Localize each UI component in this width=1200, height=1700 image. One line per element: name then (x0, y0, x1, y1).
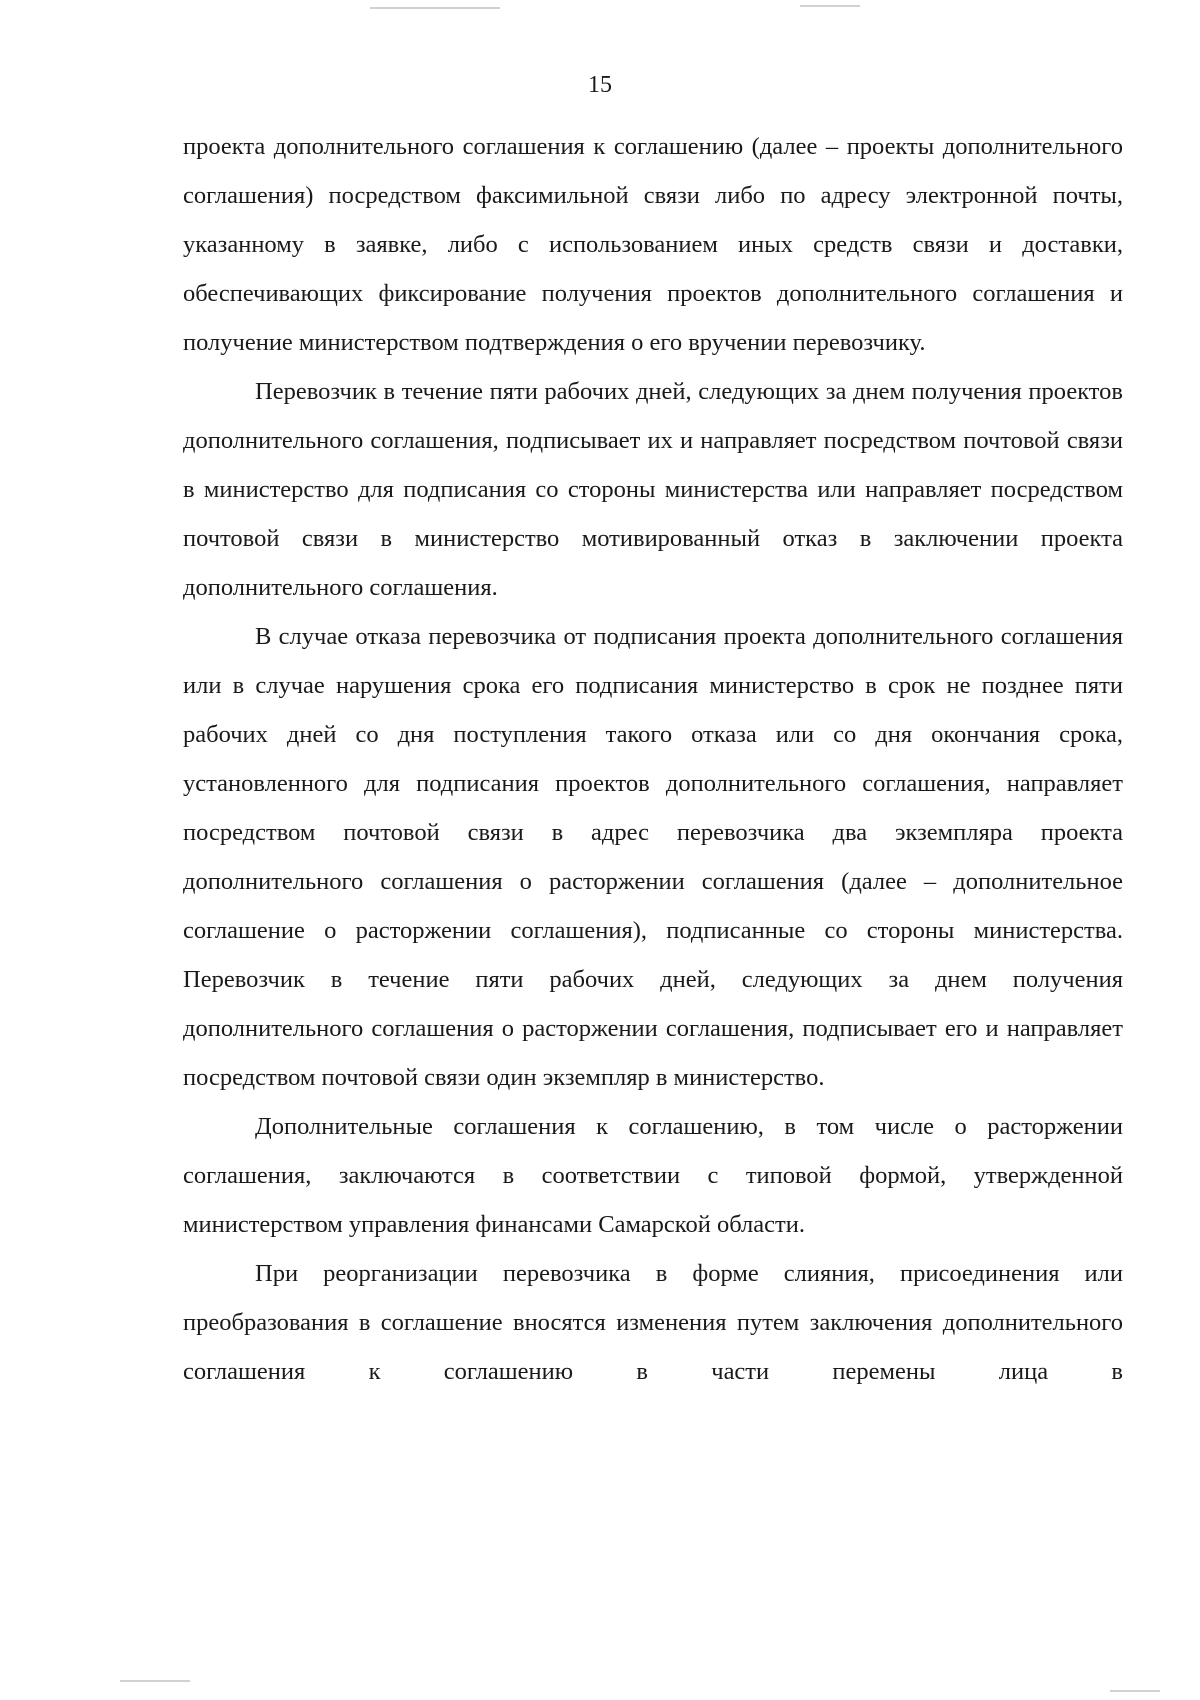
paragraph-4: Дополнительные соглашения к соглашению, в том числе о расторжении соглашения, заключаются в соответствии с типовой формой, утвержденной министерством управления финансами Самарской области. (183, 1113, 1123, 1238)
paragraph-5: При реорганизации перевозчика в форме слияния, присоединения или преобразования в соглашение вносятся изменения путем заключения дополнительного соглашения к соглашению в части перемены лица в (183, 1260, 1123, 1385)
paragraph-1: проекта дополнительного соглашения к соглашению (далее – проекты дополнительного соглашения) посредством факсимильной связи либо по адресу электронной почты, указанному в заявке, либо с использованием иных средств связи и доставки, обеспечивающих фиксирование получения проектов дополнительного соглашения и получение министерством подтверждения о его вручении перевозчику. (183, 133, 1123, 356)
scan-artifact-top (370, 7, 500, 9)
paragraph-3: В случае отказа перевозчика от подписания проекта дополнительного соглашения или в случае нарушения срока его подписания министерство в срок не позднее пяти рабочих дней со дня поступления такого отказа или со дня окончания срока, установленного для подписания проектов дополнительного соглашения, направляет посредством почтовой связи в адрес перевозчика два экземпляра проекта дополнительного соглашения о расторжении соглашения (далее – дополнительное соглашение о расторжении соглашения), подписанные со стороны министерства. Перевозчик в течение пяти рабочих дней, следующих за днем получения дополнительного соглашения о расторжении соглашения, подписывает его и направляет посредством почтовой связи один экземпляр в министерство. (183, 623, 1123, 1091)
scan-artifact-bottom-right (1110, 1690, 1160, 1692)
page-number: 15 (588, 72, 612, 98)
document-body (183, 122, 1123, 1396)
scan-artifact-bottom-left (120, 1680, 190, 1682)
paragraph-2: Перевозчик в течение пяти рабочих дней, следующих за днем получения проектов дополнительного соглашения, подписывает их и направляет посредством почтовой связи в министерство для подписания со стороны министерства или направляет посредством почтовой связи в министерство мотивированный отказ в заключении проекта дополнительного соглашения. (183, 378, 1123, 601)
scan-artifact-top-right (800, 5, 860, 7)
